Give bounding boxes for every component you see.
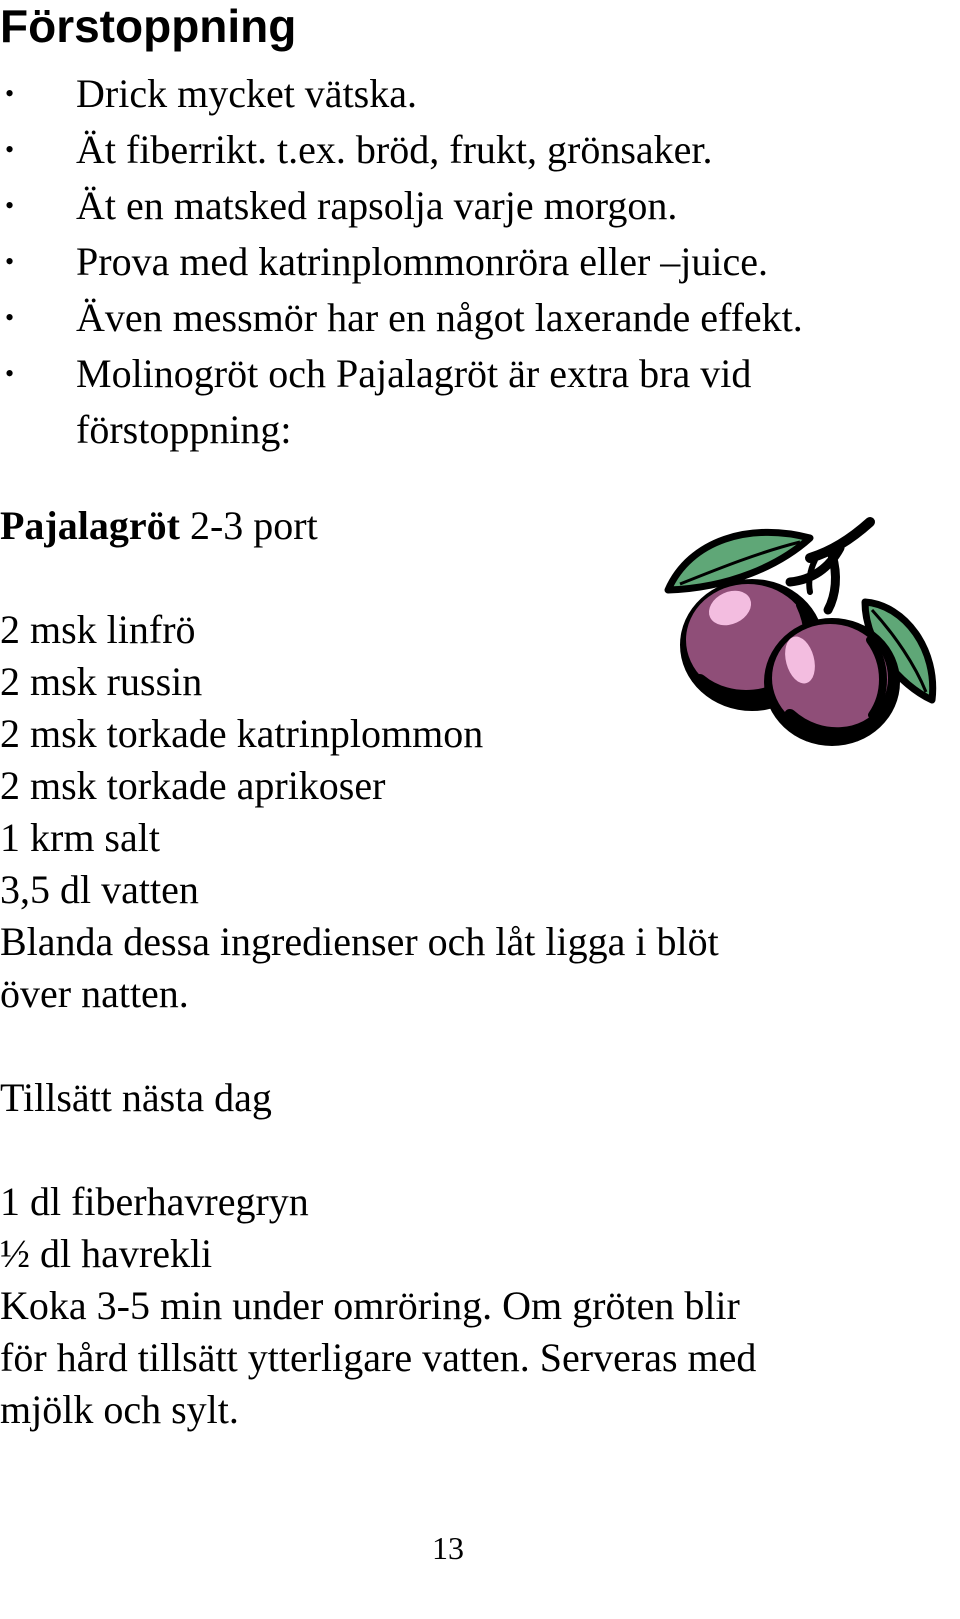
tip-item <box>0 234 866 290</box>
ingredient-line: ½ dl havrekli <box>0 1231 213 1276</box>
bullet-icon: • <box>5 79 15 108</box>
tip-item <box>0 346 866 458</box>
ingredient-line: 1 krm salt <box>0 815 160 860</box>
tip-text: Ät en matsked rapsolja varje morgon. <box>76 183 678 228</box>
bullet-icon: • <box>5 247 15 276</box>
ingredient-line: 2 msk torkade aprikoser <box>0 763 386 808</box>
cooking-instruction: mjölk och sylt. <box>0 1387 239 1432</box>
tip-item <box>0 290 866 346</box>
page-number: 13 <box>432 1530 464 1566</box>
tip-item <box>0 66 866 122</box>
ingredient-line: 2 msk russin <box>0 659 203 704</box>
bullet-icon: • <box>5 303 15 332</box>
tip-item <box>0 122 866 178</box>
ingredient-line: 1 dl fiberhavregryn <box>0 1179 309 1224</box>
tip-text: Molinogröt och Pajalagröt är extra bra vid förstoppning: <box>76 351 752 452</box>
bullet-icon: • <box>5 191 15 220</box>
tip-text: Prova med katrinplommonröra eller –juice. <box>76 239 769 284</box>
plums-illustration-icon <box>660 510 940 760</box>
page-title: Förstoppning <box>0 0 297 52</box>
bullet-icon: • <box>5 359 15 388</box>
tips-list <box>0 66 940 458</box>
ingredient-line: 3,5 dl vatten <box>0 867 199 912</box>
tip-item <box>0 178 866 234</box>
recipe-name: Pajalagröt <box>0 503 180 548</box>
next-day-heading: Tillsätt nästa dag <box>0 1075 272 1120</box>
cooking-instruction: för hård tillsätt ytterligare vatten. Serveras med <box>0 1335 757 1380</box>
recipe-servings: 2-3 port <box>179 503 318 548</box>
soak-instruction: över natten. <box>0 971 189 1016</box>
ingredient-line: 2 msk torkade katrinplommon <box>0 711 484 756</box>
tip-text: Drick mycket vätska. <box>76 71 417 116</box>
soak-instruction: Blanda dessa ingredienser och låt ligga i blöt <box>0 919 719 964</box>
cooking-instruction: Koka 3-5 min under omröring. Om gröten blir <box>0 1283 740 1328</box>
bullet-icon: • <box>5 135 15 164</box>
tip-text: Även messmör har en något laxerande effekt. <box>76 295 803 340</box>
tip-text: Ät fiberrikt. t.ex. bröd, frukt, grönsaker. <box>76 127 713 172</box>
ingredient-line: 2 msk linfrö <box>0 607 196 652</box>
recipe-title <box>0 500 318 552</box>
